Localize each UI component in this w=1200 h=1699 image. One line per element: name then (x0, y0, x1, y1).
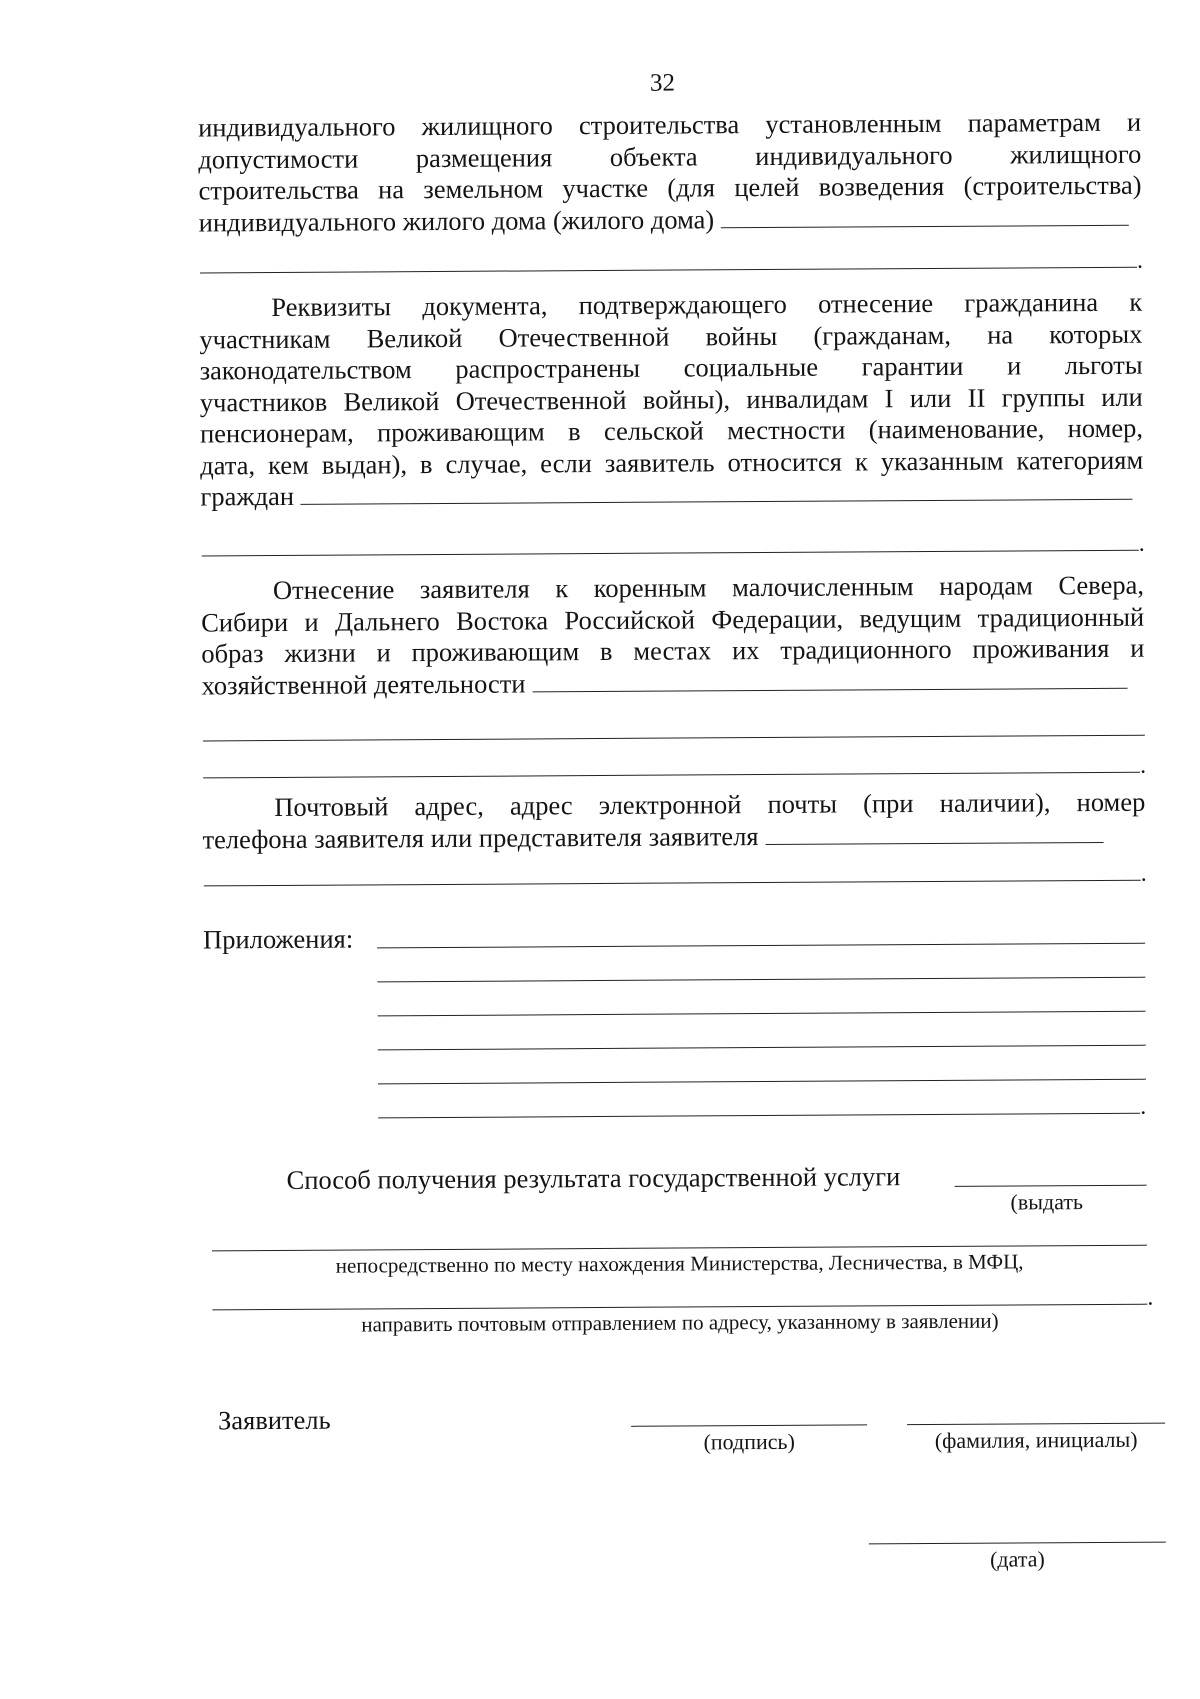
period: . (1139, 752, 1147, 779)
input-underline[interactable] (765, 819, 1103, 844)
text-line: Почтовый адрес, адрес электронной почты (при наличии), номер (274, 786, 1146, 823)
text-line: индивидуального жилищного строительства установленным параметрам и (198, 106, 1142, 143)
period: . (1140, 860, 1147, 887)
delivery-method-input[interactable] (955, 1185, 1147, 1187)
period: . (1147, 1284, 1154, 1311)
text-line: телефона заявителя или представителя заявителя (202, 818, 1145, 855)
name-hint: (фамилия, инициалы) (934, 1426, 1138, 1453)
delivery-hint: направить почтовым отправлением по адресу, указанному в заявлении) (361, 1308, 999, 1337)
input-underline[interactable] (202, 550, 1139, 557)
attachment-line[interactable] (377, 943, 1145, 949)
text-line: дата, кем выдан), в случае, если заявитель относится к указанным категориям (200, 444, 1144, 480)
paragraph-indigenous-peoples (201, 570, 1145, 702)
attachment-line[interactable] (377, 977, 1145, 983)
period: . (1138, 530, 1145, 557)
input-underline[interactable] (200, 267, 1137, 274)
paragraph-veteran-document (199, 287, 1143, 513)
applicant-label: Заявитель (217, 1404, 331, 1436)
text-line: законодательством распространены социальные гарантии и льготы (199, 349, 1143, 386)
page-number: 32 (649, 69, 675, 97)
text-line: индивидуального жилого дома (жилого дома) (199, 201, 1142, 238)
attachments-label: Приложения: (203, 923, 354, 955)
text-line: строительства на земельном участке (для целей возведения (строительства) (198, 169, 1142, 206)
text-line: участников Великой Отечественной войны), инвалидам I или II группы или (199, 381, 1143, 417)
input-underline[interactable] (301, 477, 1133, 505)
input-underline[interactable] (532, 665, 1127, 692)
text-line: граждан (200, 476, 1143, 513)
text-line: хозяйственной деятельности (201, 664, 1144, 701)
text-line: Сибири и Дальнего Востока Российской Федерации, ведущим традиционный (201, 601, 1145, 637)
name-input[interactable] (907, 1423, 1165, 1426)
attachment-line[interactable] (378, 1045, 1146, 1051)
input-underline[interactable] (204, 880, 1141, 887)
period: . (1140, 1093, 1147, 1120)
input-underline[interactable] (203, 772, 1140, 779)
delivery-hint: (выдать (1010, 1189, 1084, 1215)
text-line: образ жизни и проживающим в местах их традиционного проживания и (201, 632, 1145, 669)
attachment-line[interactable] (378, 1011, 1146, 1017)
input-underline[interactable] (203, 735, 1145, 742)
text-line: пенсионерам, проживающим в сельской местности (наименование, номер, (199, 412, 1144, 449)
signature-hint: (подпись) (703, 1428, 795, 1455)
paragraph-contact-info (202, 787, 1145, 856)
input-underline[interactable] (721, 202, 1129, 227)
signature-input[interactable] (631, 1424, 867, 1426)
text-line: Отнесение заявителя к коренным малочисленным народам Севера, (272, 569, 1145, 606)
text-line: Реквизиты документа, подтверждающего отнесение гражданина к (271, 286, 1143, 323)
attachment-line[interactable] (378, 1079, 1146, 1085)
period: . (1136, 247, 1144, 274)
paragraph-ijs-parameters (198, 107, 1142, 239)
date-input[interactable] (869, 1542, 1166, 1545)
text-line: допустимости размещения объекта индивидуального жилищного (198, 138, 1142, 174)
text-line: участникам Великой Отечественной войны (гражданам, на которых (199, 318, 1143, 354)
delivery-method-label: Способ получения результата государственной услуги (286, 1161, 901, 1195)
date-hint: (дата) (989, 1546, 1045, 1572)
delivery-hint: непосредственно по месту нахождения Министерства, Лесничества, в МФЦ, (335, 1249, 1024, 1278)
attachment-line[interactable] (378, 1113, 1140, 1119)
